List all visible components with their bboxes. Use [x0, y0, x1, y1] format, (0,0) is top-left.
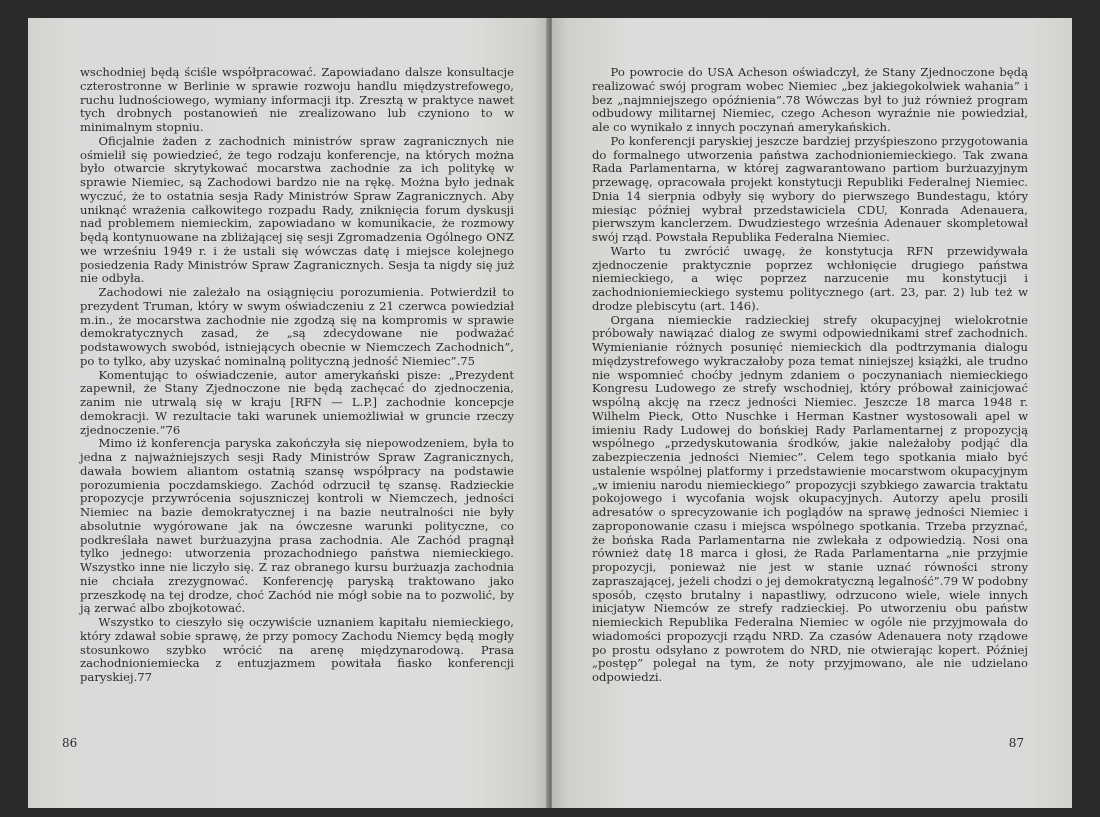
- left-page: [28, 18, 548, 808]
- right-paragraph-2: Po konferencji paryskiej jeszcze bardziej przyśpieszono przygotowania do formalnego utworzenia państwa zachodnioniemieckiego. Tak zwana Rada Parlamentarna, w której zagwarantowano partiom burżuazyjnym przewagę, opracowała projekt konstytucji Republiki Federalnej Niemiec. Dnia 14 sierpnia odbyły się wybory do pierwszego Bundestagu, który miesiąc później wybrał przedstawiciela CDU, Konrada Adenauera, pierwszym kanclerzem. Dwudziestego września Adenauer skompletował swój rząd. Powstała Republika Federalna Niemiec.: [592, 133, 1028, 244]
- left-paragraph-2: Oficjalnie żaden z zachodnich ministrów spraw zagranicznych nie ośmielił się powiedzieć, że tego rodzaju konferencje, na których można było otwarcie skrytykować mocarstwa zachodnie za ich politykę w sprawie Niemiec, są Zachodowi bardzo nie na rękę. Można było jednak wyczuć, że to ostatnia sesja Rady Ministrów Spraw Zagranicznych. Aby uniknąć wrażenia całkowitego rozpadu Rady, zniknięcia forum dyskusji nad problemem niemieckim, zapowiadano w komunikacie, że rozmowy będą kontynuowane na zbliżającej się sesji Zgromadzenia Ogólnego ONZ we wrześniu 1949 r. i że ustali się wówczas datę i miejsce kolejnego posiedzenia Rady Ministrów Spraw Zagranicznych. Sesja ta nigdy się już nie odbyła.: [80, 133, 514, 286]
- right-page-text: [592, 66, 1028, 685]
- left-paragraph-4: Komentując to oświadczenie, autor amerykański pisze: „Prezydent zapewnił, że Stany Zjednoczone nie będą zachęcać do zjednoczenia, zanim nie utrwalą się w kraju [RFN — L.P.] zachodnie koncepcje demokracji. W rezultacie taki warunek uniemożliwiał w gruncie rzeczy zjednoczenie.”76: [80, 367, 514, 437]
- right-paragraph-4: Organa niemieckie radzieckiej strefy okupacyjnej wielokrotnie próbowały nawiązać dialog ze swymi odpowiednikami stref zachodnich. Wymienianie różnych posunięć niemieckich dla podtrzymania dialogu międzystrefowego wykraczałoby poza temat niniejszej książki, ale trudno nie wspomnieć choćby jednym zdaniem o poczynaniach niemieckiego Kongresu Ludowego ze strefy wschodniej, który próbował zainicjować wspólną akcję na rzecz jedności Niemiec. Jeszcze 18 marca 1948 r. Wilhelm Pieck, Otto Nuschke i Herman Kastner wystosowali apel w imieniu Rady Ludowej do bońskiej Rady Parlamentarnej z propozycją wspólnego „przedyskutowania środków, jakie należałoby podjąć dla zabezpieczenia jedności Niemiec”. Celem tego spotkania miało być ustalenie wspólnej platformy i przedstawienie mocarstwom okupacyjnym „w imieniu narodu niemieckiego” propozycji szybkiego zawarcia traktatu pokojowego i wycofania wojsk okupacyjnych. Autorzy apelu prosili adresatów o sprecyzowanie ich poglądów na sprawę jedności Niemiec i zaproponowanie czasu i miejsca wspólnego spotkania. Trzeba przyznać, że bońska Rada Parlamentarna nie zwlekała z odpowiedzią. Nosi ona również datę 18 marca i głosi, że Rada Parlamentarna „nie przyjmie propozycji, ponieważ nie jest w stanie uznać równości strony zapraszającej, jeżeli chodzi o jej demokratyczną legalność”.79 W podobny sposób, często brutalny i napastliwy, odrzucono wiele, wiele innych inicjatyw Niemców ze strefy radzieckiej. Po utworzeniu obu państw niemieckich Republika Federalna Niemiec w ogóle nie przyjmowała do wiadomości propozycji rządu NRD. Za czasów Adenauera noty rządowe po prostu odsyłano z powrotem do NRD, nie otwierając kopert. Później „postęp” polegał na tym, że noty przyjmowano, ale nie udzielano odpowiedzi.: [592, 312, 1028, 684]
- left-paragraph-5: Mimo iż konferencja paryska zakończyła się niepowodzeniem, była to jedna z najważniejszych sesji Rady Ministrów Spraw Zagranicznych, dawała bowiem aliantom ostatnią szansę współpracy na podstawie porozumienia poczdamskiego. Zachód odrzucił tę szansę. Radzieckie propozycje przywrócenia sojuszniczej kontroli w Niemczech, jedności Niemiec na bazie demokratycznej i na bazie neutralności nie były absolutnie wygórowane jak na ówczesne warunki polityczne, co podkreślała nawet burżuazyjna prasa zachodnia. Ale Zachód pragnął tylko jednego: utworzenia prozachodniego państwa niemieckiego. Wszystko inne nie liczyło się. Z raz obranego kursu burżuazja zachodnia nie chciała zrezygnować. Konferencję paryską traktowano jako przeszkodę na tej drodze, choć Zachód nie mógł sobie na to pozwolić, by ją zerwać albo zbojkotować.: [80, 436, 514, 616]
- right-page: [552, 18, 1072, 808]
- right-page-number: 87: [1008, 736, 1024, 750]
- right-paragraph-1: Po powrocie do USA Acheson oświadczył, że Stany Zjednoczone będą realizować swój program wobec Niemiec „bez jakiegokolwiek wahania” i bez „najmniejszego opóźnienia”.78 Wówczas był to już również program odbudowy militarnej Niemiec, czego Acheson wyraźnie nie powiedział, ale co wynikało z innych poczynań amerykańskich.: [592, 65, 1028, 134]
- left-paragraph-6: Wszystko to cieszyło się oczywiście uznaniem kapitału niemieckiego, który zdawał sobie sprawę, że przy pomocy Zachodu Niemcy będą mogły stosunkowo szybko wrócić na arenę międzynarodową. Prasa zachodnioniemiecka z entuzjazmem powitała fiasko konferencji paryskiej.77: [80, 615, 514, 684]
- left-page-text: [80, 66, 514, 685]
- left-paragraph-3: Zachodowi nie zależało na osiągnięciu porozumienia. Potwierdził to prezydent Truman, który w swym oświadczeniu z 21 czerwca powiedział m.in., że mocarstwa zachodnie nie zgodzą się na kompromis w sprawie demokratycznych zasad, że „są zdecydowane nie podważać podstawowych swobód, istniejących obecnie w Niemczech Zachodnich”, po to tylko, aby uzyskać nominalną polityczną jedność Niemiec”.75: [80, 285, 514, 368]
- left-page-number: 86: [62, 736, 78, 750]
- left-paragraph-1: wschodniej będą ściśle współpracować. Zapowiadano dalsze konsultacje czterostronne w Berlinie w sprawie rozwoju handlu międzystrefowego, ruchu ludnościowego, wymiany informacji itp. Zresztą w praktyce nawet tych drobnych postanowień nie zrealizowano lub czyniono to w minimalnym stopniu.: [80, 65, 514, 134]
- right-paragraph-3: Warto tu zwrócić uwagę, że konstytucja RFN przewidywała zjednoczenie praktycznie poprzez wchłonięcie drugiego państwa niemieckiego, a więc poprzez narzucenie mu konstytucji i zachodnioniemieckiego systemu politycznego (art. 23, par. 2) lub też w drodze plebiscytu (art. 146).: [592, 243, 1028, 313]
